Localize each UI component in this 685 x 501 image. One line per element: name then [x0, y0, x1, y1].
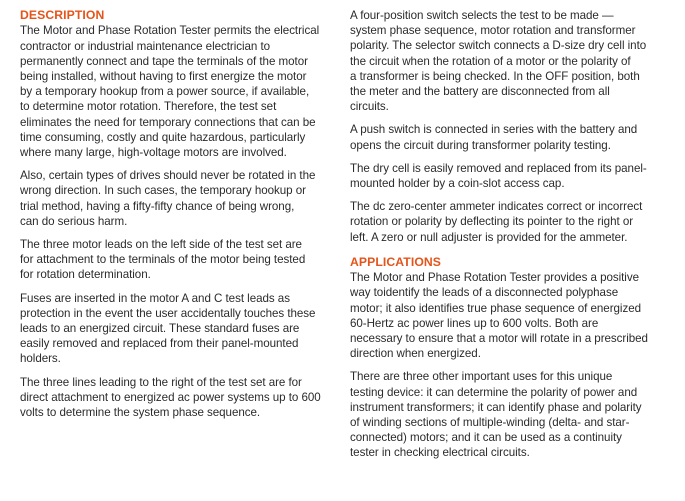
description-paragraph-4: Fuses are inserted in the motor A and C test leads as protection in the event the user accidentally touches these leads to an energized circuit. These standard fuses are easily removed and replaced from their panel-mounted holders. — [20, 291, 316, 366]
description-column — [20, 8, 328, 428]
applications-heading: APPLICATIONS — [350, 254, 442, 269]
description-paragraph-3: The three motor leads on the left side of the test set are for attachment to the terminals of the motor being tested for rotation determination. — [20, 238, 306, 282]
description-heading: DESCRIPTION — [20, 8, 105, 22]
description-paragraph-1: The Motor and Phase Rotation Tester permits the electrical contractor or industrial maintenance electrician to permanently connect and tape the terminals of the motor being installed, without having to first energize the motor by a temporary hookup from a power source, if available, to determine motor rotation. Therefore, the test set eliminates the need for temporary connections that can be time consuming, costly and quite hazardous, particularly where many large, high-voltage motors are involved. — [20, 24, 320, 160]
applications-paragraph-2: There are three other important uses for this unique testing device: it can determine the polarity of power and instrument transformers; it can identify phase and polarity of winding sections of multiple-winding (delta- and star- connected) motors; and it can be used as a continuity tester in checking electrical circuits. — [350, 370, 642, 460]
switch-paragraph: A four-position switch selects the test to be made — system phase sequence, motor rotation and transformer polarity. The selector switch connects a D-size dry cell into the circuit when the rotation of a motor or the polarity of a transformer is being checked. In the OFF position, both the meter and the battery are disconnected from all circuits. — [350, 9, 647, 114]
applications-paragraph-1: The Motor and Phase Rotation Tester provides a positive way toidentify the leads of a disconnected polyphase motor; it also identifies true phase sequence of energized 60-Hertz ac power lines up to 600 volts. Both are necessary to ensure that a motor will rotate in a prescribed direction when energized. — [350, 271, 648, 361]
right-column — [350, 8, 660, 469]
push-switch-paragraph: A push switch is connected in series with the battery and opens the circuit during transformer polarity testing. — [350, 123, 638, 152]
ammeter-paragraph: The dc zero-center ammeter indicates correct or incorrect rotation or polarity by deflecting its pointer to the right or left. A zero or null adjuster is provided for the ammeter. — [350, 200, 643, 244]
description-paragraph-5: The three lines leading to the right of the test set are for direct attachment to energized ac power systems up to 600 volts to determine the system phase sequence. — [20, 375, 321, 420]
dry-cell-paragraph: The dry cell is easily removed and replaced from its panel- mounted holder by a coin-slot access cap. — [350, 161, 647, 191]
description-paragraph-2: Also, certain types of drives should never be rotated in the wrong direction. In such cases, the temporary hookup or trial method, having a fifty-fifty chance of being wrong, can do serious harm. — [20, 169, 316, 228]
